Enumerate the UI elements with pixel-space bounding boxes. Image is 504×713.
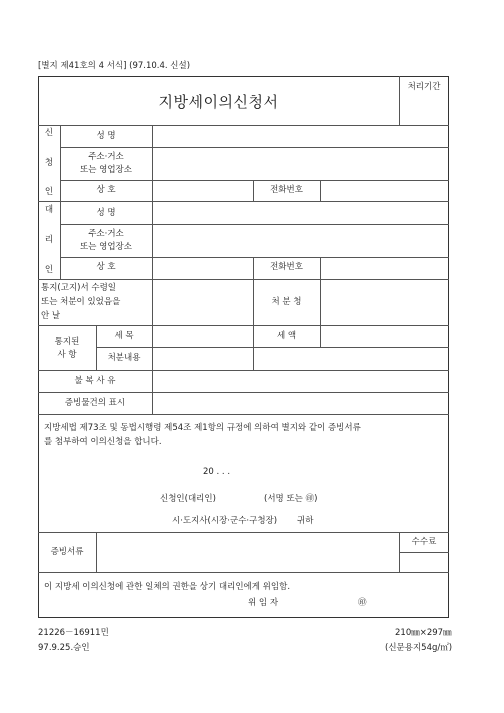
row-line: [38, 572, 449, 573]
evidence-label: 증빙물건의 표시: [64, 398, 126, 408]
form-header-note: [별지 제41호의 4 서식] (97.10.4. 신설): [38, 61, 191, 71]
reason-label: 불 복 사 유: [74, 376, 116, 386]
applicant-phone-field[interactable]: [321, 181, 449, 201]
agent-trade-name-field[interactable]: [153, 258, 253, 279]
applicant-address-label-2: 또는 영업장소: [80, 165, 132, 175]
agent-address-label-1: 주소·거소: [88, 229, 124, 239]
footer-size: 210㎜×297㎜: [395, 628, 452, 638]
tax-item-label: 세 목: [114, 331, 134, 341]
tax-amount-field[interactable]: [321, 326, 449, 347]
footer-paper: (신문용지54g/㎡): [385, 643, 453, 653]
tax-item-field[interactable]: [153, 326, 253, 347]
delegation-text: 이 지방세 이의신청에 관한 일체의 권한을 상기 대리인에게 위임함.: [44, 582, 291, 592]
agent-side-2: 리: [44, 235, 54, 245]
notified-side-1: 통지된: [54, 337, 80, 347]
statement-line-2: 를 첨부하여 이의신청을 합니다.: [44, 437, 162, 447]
tax-amount-label: 세 액: [276, 331, 297, 341]
delegator-label: 위 임 자: [248, 598, 279, 608]
evidence-field[interactable]: [153, 393, 449, 414]
fee-label: 수수료: [411, 537, 437, 547]
statement-line-1: 지방세법 제73조 및 동법시행령 제54조 제1항의 규정에 의하여 별지와 같이 증빙서류: [44, 423, 361, 433]
applicant-name-label: 성 명: [96, 131, 116, 141]
date-line: 20 . . .: [203, 467, 231, 477]
applicant-address-field[interactable]: [153, 148, 449, 180]
sign-note: (서명 또는 ㊞): [264, 494, 318, 504]
agent-name-field[interactable]: [153, 202, 449, 224]
disposing-office-field[interactable]: [321, 280, 449, 325]
agent-phone-field[interactable]: [321, 258, 449, 279]
col-line: [60, 125, 61, 279]
agent-address-field[interactable]: [153, 225, 449, 257]
agent-phone-label: 전화번호: [270, 262, 303, 272]
notice-date-label-3: 안 날: [41, 311, 61, 321]
applicant-trade-name-label: 상 호: [96, 185, 116, 195]
notified-side-2: 사 항: [57, 350, 77, 360]
seal-mark: ㊞: [358, 598, 367, 608]
documents-label: 증빙서류: [50, 547, 84, 557]
applicant-side-2: 청: [44, 158, 54, 168]
disposition-label: 처분내용: [107, 353, 141, 363]
recipient-label: 시·도지사(시장·군수·구청장): [172, 516, 278, 526]
agent-name-label: 성 명: [96, 208, 116, 218]
footer-approved: 97.9.25.승인: [38, 643, 90, 653]
applicant-address-label-1: 주소·거소: [88, 152, 124, 162]
row-line: [38, 414, 449, 415]
applicant-trade-name-field[interactable]: [153, 181, 253, 201]
agent-side-1: 대: [44, 205, 54, 215]
applicant-sign-label: 신청인(대리인): [160, 494, 216, 504]
applicant-side-3: 인: [44, 187, 54, 197]
applicant-side-1: 신: [44, 128, 54, 138]
recipient-suffix: 귀하: [297, 516, 314, 526]
documents-field[interactable]: [97, 533, 399, 572]
reason-field[interactable]: [153, 371, 449, 392]
disposing-office-label: 처 분 청: [271, 297, 302, 307]
disposition-field[interactable]: [153, 348, 449, 370]
agent-address-label-2: 또는 영업장소: [80, 242, 132, 252]
notice-date-label-1: 통지(고지)서 수령일: [41, 283, 117, 293]
fee-field[interactable]: [400, 553, 449, 572]
applicant-name-field[interactable]: [153, 126, 449, 147]
processing-period-label: 처리기간: [407, 82, 441, 92]
form-title: 지방세이의신청서: [158, 93, 279, 111]
footer-code: 21226－16911민: [38, 628, 109, 638]
agent-trade-name-label: 상 호: [96, 262, 116, 272]
applicant-phone-label: 전화번호: [270, 185, 303, 195]
notice-date-label-2: 또는 처분이 있었음을: [41, 297, 121, 307]
agent-side-3: 인: [44, 265, 54, 275]
notice-date-field[interactable]: [153, 280, 253, 325]
